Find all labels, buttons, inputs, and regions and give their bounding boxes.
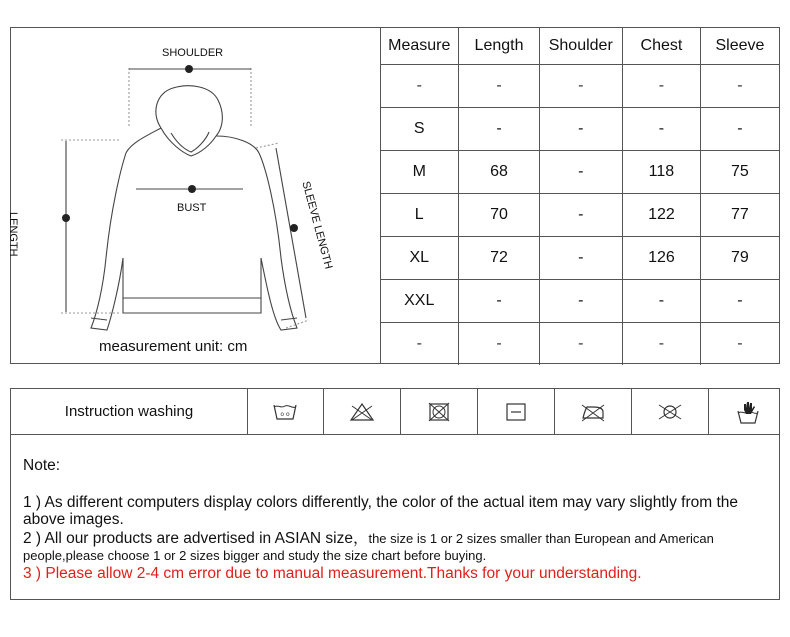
table-cell: - — [459, 108, 539, 151]
table-cell: - — [622, 65, 700, 108]
note-3: 3 ) Please allow 2-4 cm error due to manual measurement.Thanks for your understanding. — [23, 565, 642, 582]
table-cell: - — [539, 323, 622, 366]
hand-wash-icon — [709, 389, 786, 434]
table-cell: - — [622, 280, 700, 323]
do-not-tumble-dry-icon — [401, 389, 478, 434]
table-row — [380, 108, 779, 151]
header-sleeve: Sleeve — [700, 28, 779, 65]
do-not-bleach-icon — [324, 389, 401, 434]
shoulder-label: SHOULDER — [162, 47, 224, 59]
size-chart-panel — [7, 27, 780, 364]
table-row — [380, 323, 779, 366]
hoodie-diagram — [7, 28, 381, 363]
header-length: Length — [459, 28, 539, 65]
table-row — [380, 65, 779, 108]
table-cell: XL — [380, 237, 459, 280]
table-cell: 70 — [459, 194, 539, 237]
notes-panel — [10, 434, 780, 600]
dry-flat-icon — [478, 389, 555, 434]
table-cell: 68 — [459, 151, 539, 194]
table-cell: - — [539, 194, 622, 237]
table-cell: - — [622, 108, 700, 151]
table-cell: - — [700, 65, 779, 108]
table-cell: - — [539, 65, 622, 108]
table-cell: 77 — [700, 194, 779, 237]
size-table — [380, 28, 779, 365]
header-shoulder: Shoulder — [539, 28, 622, 65]
note-title: Note: — [23, 457, 61, 474]
table-cell: 122 — [622, 194, 700, 237]
table-row — [380, 280, 779, 323]
table-cell: - — [622, 323, 700, 366]
table-row — [380, 237, 779, 280]
table-cell: M — [380, 151, 459, 194]
table-cell: - — [539, 237, 622, 280]
table-cell: - — [459, 323, 539, 366]
table-cell: S — [380, 108, 459, 151]
table-cell: - — [459, 280, 539, 323]
table-cell: - — [380, 323, 459, 366]
header-measure: Measure — [380, 28, 459, 65]
note-2-main: 2 ) All our products are advertised in ASIAN size， — [23, 530, 369, 547]
table-cell: 118 — [622, 151, 700, 194]
washing-label: Instruction washing — [11, 389, 248, 434]
table-cell: - — [459, 65, 539, 108]
table-header-row — [380, 28, 779, 65]
table-row — [380, 194, 779, 237]
table-cell: 72 — [459, 237, 539, 280]
table-cell: - — [700, 280, 779, 323]
do-not-dry-clean-icon — [632, 389, 709, 434]
table-cell: 75 — [700, 151, 779, 194]
note-2 — [23, 530, 773, 564]
table-cell: L — [380, 194, 459, 237]
table-cell: - — [380, 65, 459, 108]
table-cell: - — [539, 108, 622, 151]
table-row — [380, 151, 779, 194]
measurement-unit-text: measurement unit: cm — [99, 338, 248, 355]
table-cell: XXL — [380, 280, 459, 323]
table-cell: 79 — [700, 237, 779, 280]
header-chest: Chest — [622, 28, 700, 65]
table-cell: - — [700, 108, 779, 151]
sleeve-length-label: SLEEVE LENGTH — [299, 180, 335, 271]
table-cell: - — [539, 280, 622, 323]
svg-text:o o: o o — [280, 410, 290, 418]
do-not-iron-icon — [555, 389, 632, 434]
bust-label: BUST — [177, 202, 207, 214]
hand-wash-30-icon — [247, 389, 324, 434]
washing-instructions-panel — [10, 388, 780, 435]
table-cell: - — [539, 151, 622, 194]
length-label: LENGTH — [7, 212, 19, 257]
note-1: 1 ) As different computers display colors differently, the color of the actual item may vary slightly from the above images. — [23, 494, 739, 528]
table-cell: 126 — [622, 237, 700, 280]
table-cell: - — [700, 323, 779, 366]
note-2-detail: the size is 1 or 2 sizes smaller than European and American people,please choose 1 or 2 sizes bigger and study the size chart before buying. — [23, 531, 714, 563]
hoodie-illustration — [11, 28, 380, 363]
